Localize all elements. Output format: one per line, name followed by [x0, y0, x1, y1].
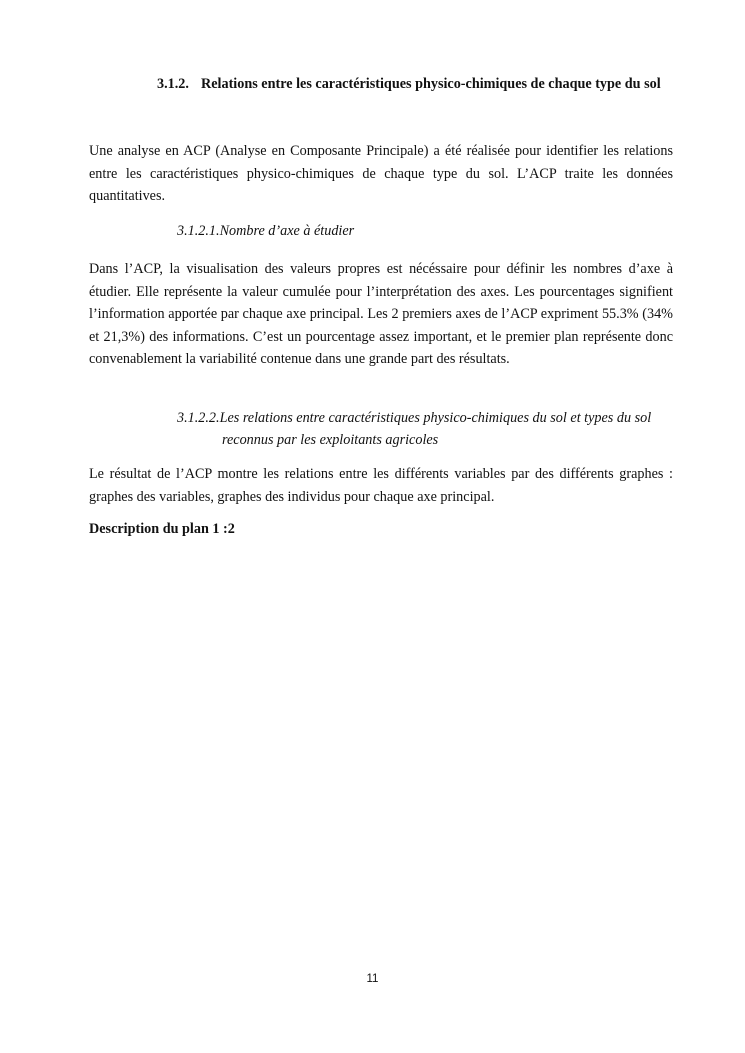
paragraph-eigenvalues: Dans l’ACP, la visualisation des valeurs propres est nécéssaire pour définir les nombres d’axe à étudier. Elle représente la valeur cumulée pour l’interprétation des axes. Les pourcentages signifient l’information apportée par chaque axe principal. Les 2 premiers axes de l’ACP expriment 55.3% (34% et 21,3%) des informations. C’est un pourcentage assez important, et le premier plan représente donc convenablement la variabilité contenue dans une grande part des résultats. [89, 261, 673, 368]
paragraph-acp-intro: Une analyse en ACP (Analyse en Composante Principale) a été réalisée pour identifier les relations entre les caractéristiques physico-chimiques de chaque type du sol. L’ACP traite les données quantitatives. [89, 143, 673, 205]
subsection-heading-3-1-2-2 [177, 407, 667, 451]
section-title: Relations entre les caractéristiques physico-chimiques de chaque type du sol [201, 76, 661, 92]
paragraph-acp-results: Le résultat de l’ACP montre les relations entre les différents variables par des différents graphes : graphes des variables, graphes des individus pour chaque axe principal. [89, 466, 673, 505]
section-number: 3.1.2. [157, 76, 189, 92]
description-plan-label: Description du plan 1 :2 [89, 521, 235, 537]
subsection-heading-3-1-2-1: 3.1.2.1.Nombre d’axe à étudier [177, 223, 355, 239]
section-heading-3-1-2 [157, 69, 677, 99]
page-number: 11 [366, 973, 379, 985]
subsection-title: 3.1.2.2.Les relations entre caractéristiques physico-chimiques du sol et types du sol reconnus par les exploitants agricoles [177, 410, 652, 448]
